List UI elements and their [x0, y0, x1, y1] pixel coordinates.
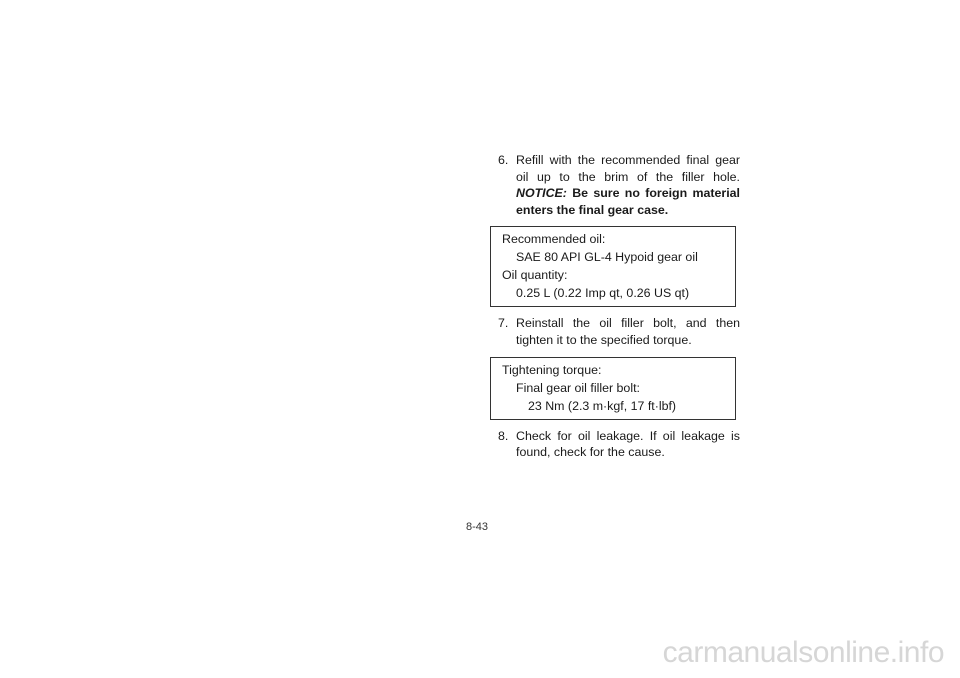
oil-spec-box [490, 226, 736, 307]
step-7 [496, 315, 740, 348]
watermark: carmanualsonline.info [662, 636, 944, 669]
step-text: Reinstall the oil filler bolt, and then tighten it to the specified torque. [516, 316, 740, 347]
recommended-oil-value: SAE 80 API GL-4 Hypoid gear oil [516, 250, 698, 265]
recommended-oil-label: Recommended oil: [502, 232, 606, 247]
step-text: Check for oil leakage. If oil leakage is found, check for the cause. [516, 428, 740, 460]
torque-spec-box [490, 357, 736, 420]
torque-value: 23 Nm (2.3 m·kgf, 17 ft·lbf) [528, 398, 677, 413]
notice-text: Be sure no foreign material enters the final gear case. [516, 186, 740, 217]
torque-label: Tightening torque: [502, 362, 602, 377]
notice-label: NOTICE: [516, 186, 567, 201]
oil-quantity-value: 0.25 L (0.22 Imp qt, 0.26 US qt) [516, 286, 690, 301]
step-text: Refill with the recommended final gear oil up to the brim of the filler hole. [516, 153, 740, 184]
instruction-column [496, 152, 740, 461]
step-6 [496, 152, 740, 218]
oil-quantity-label: Oil quantity: [502, 268, 568, 283]
step-number: 6. [498, 153, 509, 167]
step-number: 8. [498, 428, 509, 443]
step-number: 7. [498, 316, 509, 331]
torque-item: Final gear oil filler bolt: [516, 380, 640, 395]
page-number: 8-43 [466, 521, 489, 533]
step-8 [496, 428, 740, 461]
